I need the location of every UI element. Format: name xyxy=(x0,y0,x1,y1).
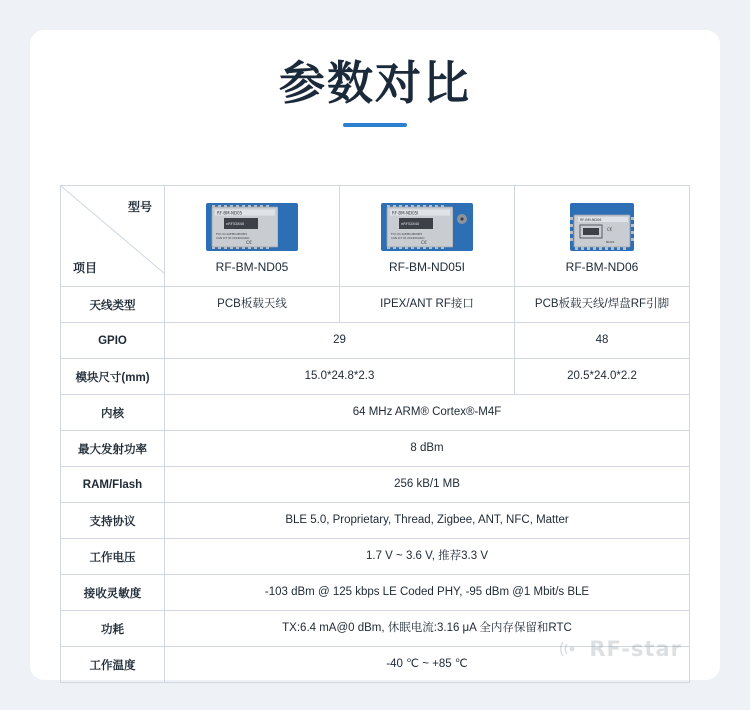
row-value: -103 dBm @ 125 kbps LE Coded PHY, -95 dBm @1 Mbit/s BLE xyxy=(165,575,690,611)
svg-text:CAN ICT ID:20190942ID: CAN ICT ID:20190942ID xyxy=(216,235,250,240)
module-image-nd05i xyxy=(379,199,475,255)
table-row xyxy=(61,431,690,467)
row-value: 29 xyxy=(165,323,515,359)
row-value: PCB板载天线/焊盘RF引脚 xyxy=(515,287,690,323)
watermark xyxy=(557,636,682,662)
svg-text:C€: C€ xyxy=(246,240,253,246)
table-row xyxy=(61,467,690,503)
row-value: 20.5*24.0*2.2 xyxy=(515,359,690,395)
corner-item-label: 项目 xyxy=(73,261,98,275)
row-value: 48 xyxy=(515,323,690,359)
svg-text:FCC ID:2AEMO-BDN05: FCC ID:2AEMO-BDN05 xyxy=(391,231,423,236)
header-corner-cell xyxy=(61,186,165,287)
module-image-nd05 xyxy=(204,199,300,255)
table-row xyxy=(61,287,690,323)
row-label: RAM/Flash xyxy=(61,467,165,503)
page-title: 参数对比 xyxy=(279,56,471,110)
row-label: 工作电压 xyxy=(61,539,165,575)
row-label: 天线类型 xyxy=(61,287,165,323)
row-value: 15.0*24.8*2.3 xyxy=(165,359,515,395)
table-row xyxy=(61,323,690,359)
svg-text:ND06: ND06 xyxy=(606,239,615,244)
row-label: GPIO xyxy=(61,323,165,359)
svg-text:CAN ICT ID:20190942ID: CAN ICT ID:20190942ID xyxy=(391,235,425,240)
title-underline xyxy=(343,123,407,127)
comparison-table xyxy=(60,185,690,683)
row-label: 模块尺寸(mm) xyxy=(61,359,165,395)
svg-text:C€: C€ xyxy=(421,240,428,246)
table-row xyxy=(61,395,690,431)
table-row xyxy=(61,539,690,575)
row-value: 1.7 V ~ 3.6 V, 推荐3.3 V xyxy=(165,539,690,575)
device-name-nd05: RF-BM-ND05 xyxy=(215,259,289,274)
module-image-nd06 xyxy=(562,199,642,255)
svg-text:FCC ID:2AEMO-BDN05: FCC ID:2AEMO-BDN05 xyxy=(216,231,248,236)
device-header-nd05 xyxy=(165,186,340,287)
row-label: 内核 xyxy=(61,395,165,431)
corner-model-label: 型号 xyxy=(127,200,152,214)
device-name-nd05i: RF-BM-ND05I xyxy=(388,259,465,274)
device-header-nd06 xyxy=(515,186,690,287)
row-value: 8 dBm xyxy=(165,431,690,467)
row-label: 接收灵敏度 xyxy=(61,575,165,611)
svg-text:nRF52840: nRF52840 xyxy=(401,221,420,226)
device-header-nd05i xyxy=(340,186,515,287)
row-value: 256 kB/1 MB xyxy=(165,467,690,503)
row-value: TX:6.4 mA@0 dBm, 休眠电流:3.16 μA 全内存保留和RTC xyxy=(165,611,690,647)
signal-wave-icon xyxy=(557,636,583,662)
row-label: 最大发射功率 xyxy=(61,431,165,467)
title-block xyxy=(30,58,720,127)
table-header-row xyxy=(61,186,690,287)
table-row xyxy=(61,575,690,611)
content-card xyxy=(30,30,720,680)
row-value: PCB板载天线 xyxy=(165,287,340,323)
svg-text:RF-BM-ND05: RF-BM-ND05 xyxy=(217,210,243,215)
svg-text:RF-BM-ND06: RF-BM-ND06 xyxy=(580,217,602,222)
watermark-text: RF-star xyxy=(589,637,682,661)
row-value: 64 MHz ARM® Cortex®-M4F xyxy=(165,395,690,431)
device-name-nd06: RF-BM-ND06 xyxy=(565,259,639,274)
row-label: 工作温度 xyxy=(61,647,165,683)
svg-text:RF-BM-ND05I: RF-BM-ND05I xyxy=(392,210,419,215)
table-row xyxy=(61,503,690,539)
table-row xyxy=(61,359,690,395)
svg-text:nRF52840: nRF52840 xyxy=(226,221,245,226)
row-label: 支持协议 xyxy=(61,503,165,539)
row-label: 功耗 xyxy=(61,611,165,647)
row-value: BLE 5.0, Proprietary, Thread, Zigbee, ANT, NFC, Matter xyxy=(165,503,690,539)
row-value: -40 ℃ ~ +85 ℃ xyxy=(165,647,690,683)
svg-text:C€: C€ xyxy=(607,226,613,232)
row-value: IPEX/ANT RF接口 xyxy=(340,287,515,323)
